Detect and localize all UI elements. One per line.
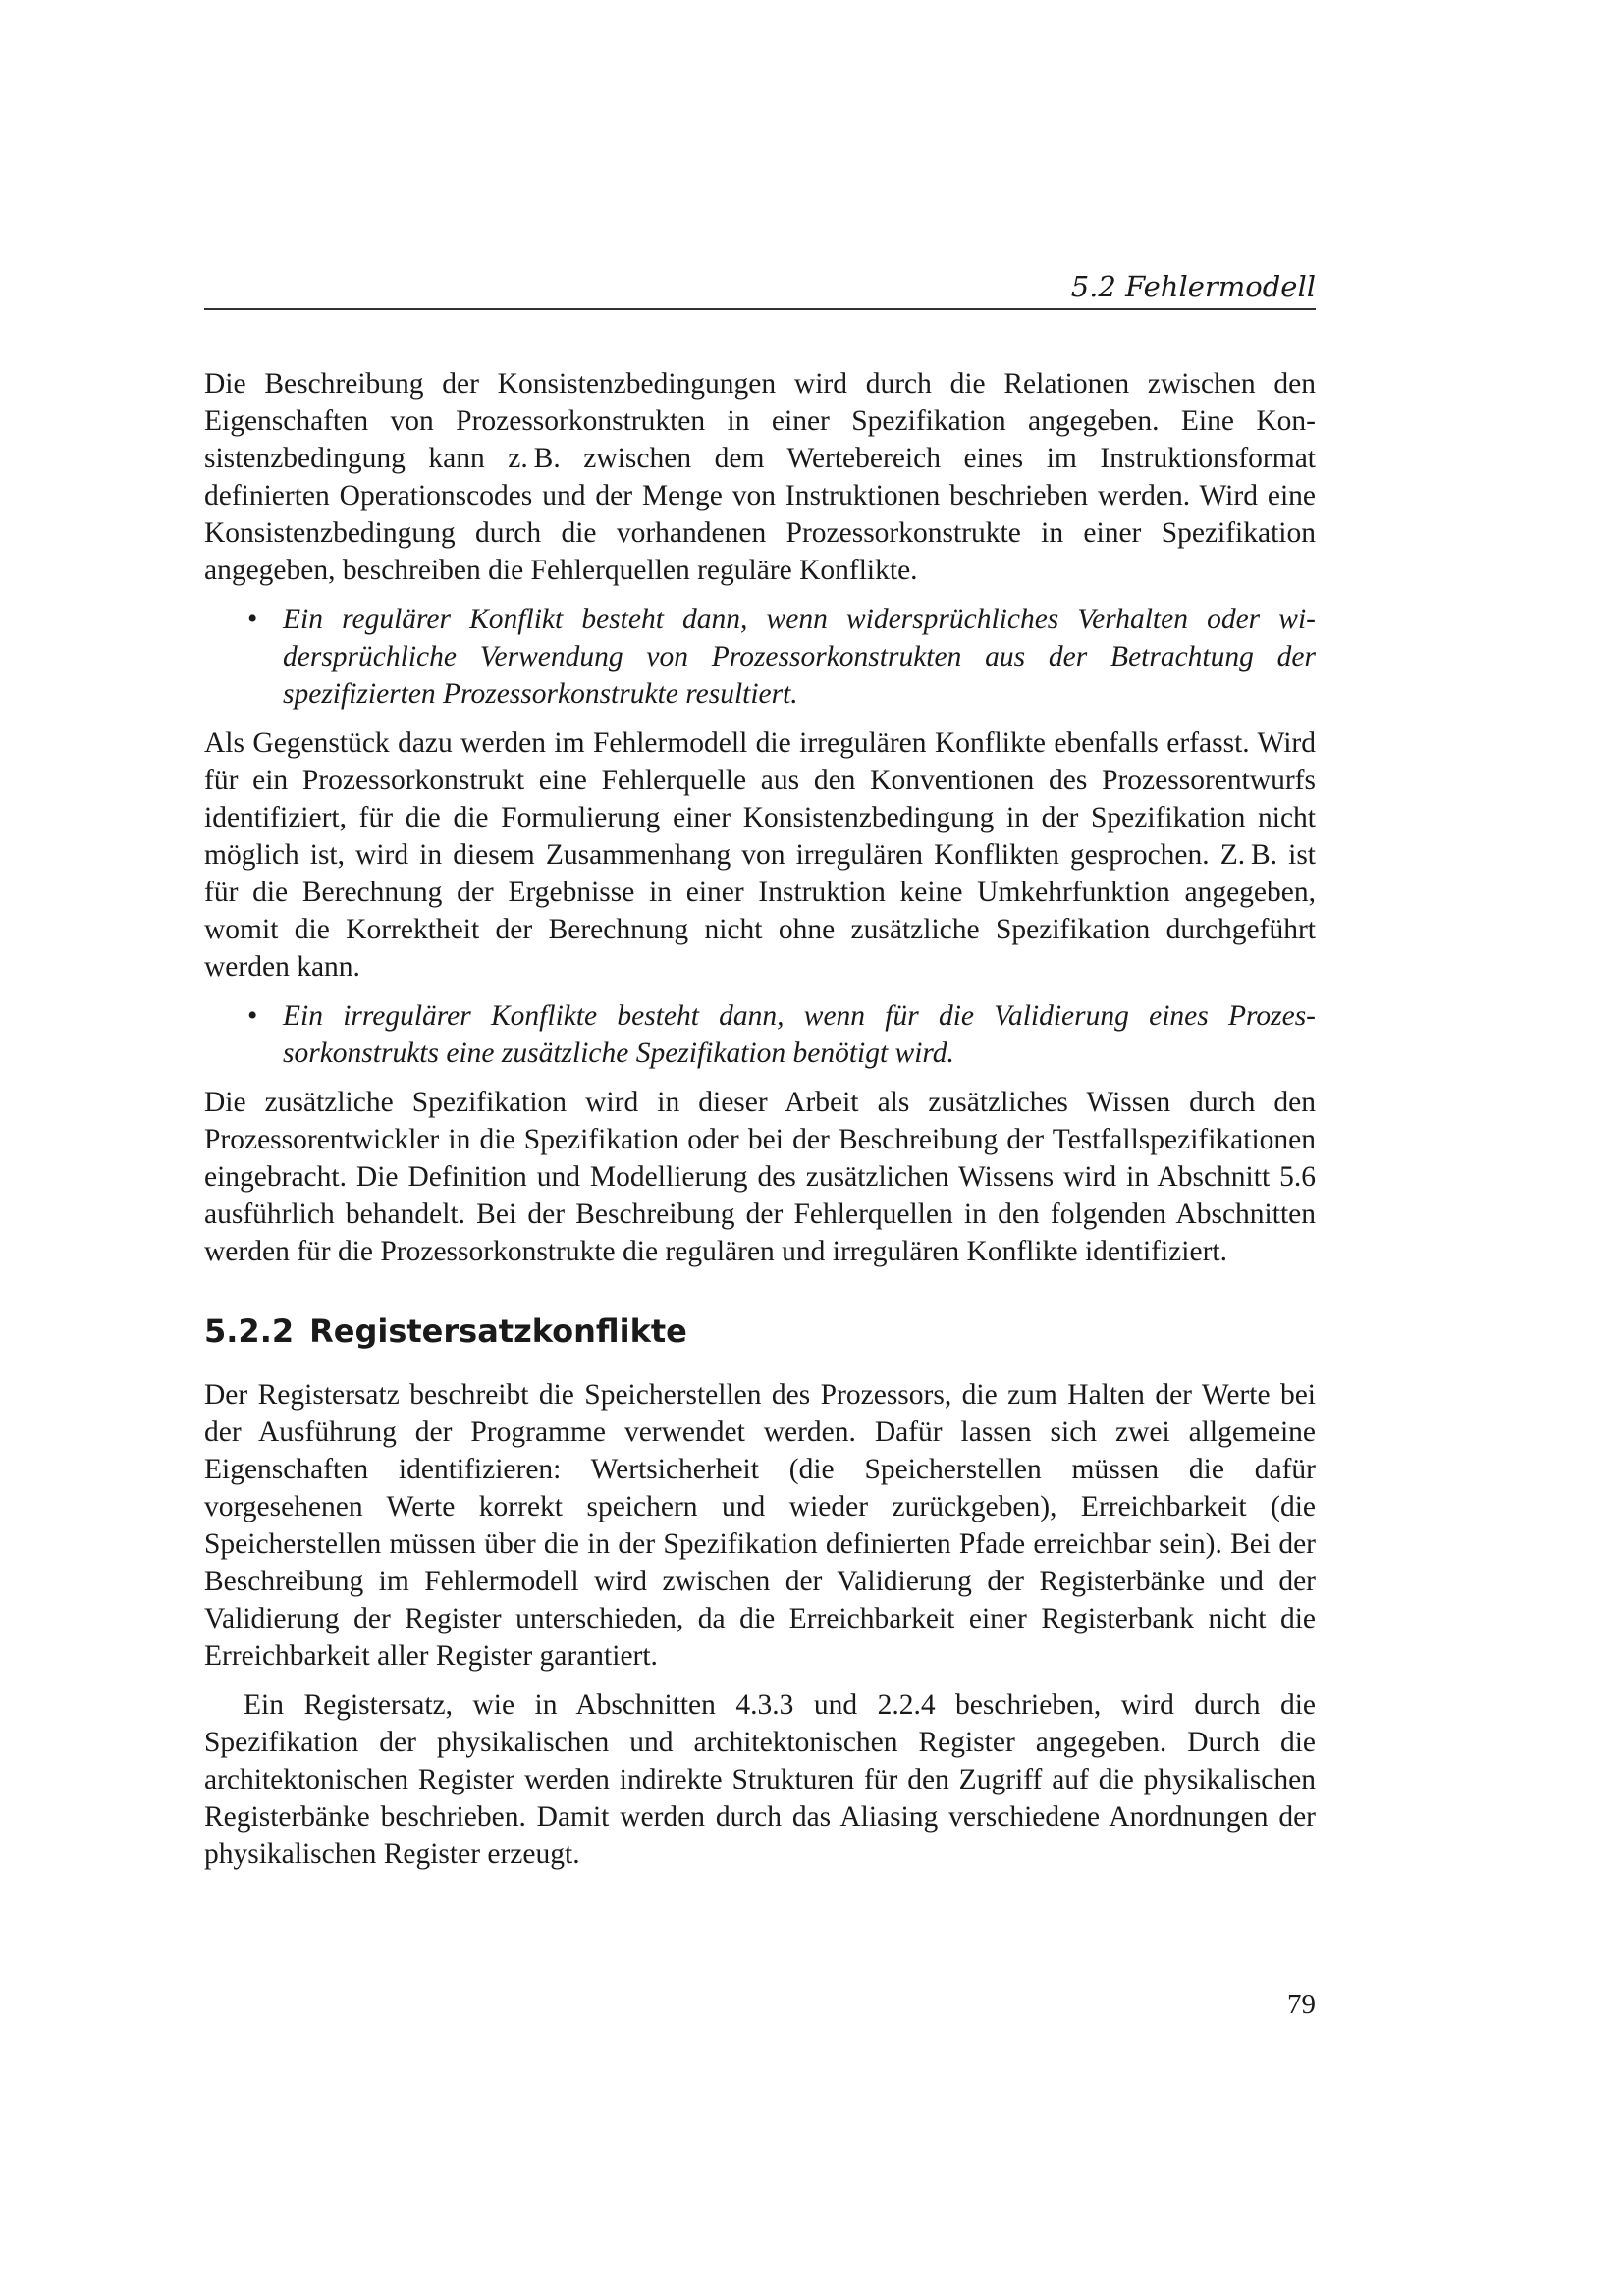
header-rule <box>204 308 1316 310</box>
paragraph-irregular-conflicts: Als Gegenstück dazu werden im Fehlermodell die irregulären Konflikte ebenfalls erfasst. Wird für ein Prozessorkonstrukt eine Fehlerquelle aus den Konventionen des Prozessorentwurfs identifiziert, für die die Formulierung einer Konsistenzbedingung in der Spezifikation nicht möglich ist, wird in diesem Zusammenhang von irregulären Konflikten gesprochen. Z. B. ist für die Berechnung der Ergebnisse in einer Instruktion keine Umkehrfunktion angegeben, womit die Korrektheit der Berechnung nicht ohne zusätzliche Spezifikation durchgeführt werden kann. <box>204 727 1316 983</box>
paragraph-register-set: Der Registersatz beschreibt die Speicherstellen des Prozessors, die zum Halten der Werte bei der Ausführung der Programme verwendet werden. Dafür lassen sich zwei allgemeine Eigenschaften identifizieren: Wertsicherheit (die Speicherstellen müssen die dafür vorgesehenen Werte korrekt speichern und wieder zurückgeben), Erreichbarkeit (die Speicherstellen müssen über die in der Spezifikation definierten Pfade erreichbar sein). Bei der Beschreibung im Fehlermodell wird zwischen der Validierung der Registerbänke und der Validierung der Register unterschieden, da die Erreichbarkeit einer Registerbank nicht die Erreichbarkeit aller Register garantiert. <box>204 1379 1316 1672</box>
bullet-icon: • <box>247 604 258 635</box>
paragraph-additional-specification: Die zusätzliche Spezifikation wird in dieser Arbeit als zusätzliches Wissen durch den Prozessorentwickler in die Spezifikation oder bei der Beschreibung der Testfallspezifikationen eingebracht. Die Definition und Modellierung des zusätzlichen Wissens wird in Abschnitt 5.6 ausführlich behandelt. Bei der Beschreibung der Fehlerquellen in den folgenden Abschnitten werden für die Prozessorkonstrukte die regulären und irregulären Konflikte identifiziert. <box>204 1087 1316 1267</box>
page-number: 79 <box>1287 1989 1316 2020</box>
paragraph-consistency-conditions: Die Beschreibung der Konsistenzbedingungen wird durch die Relationen zwischen den Eigenschaften von Prozessorkonstrukten in einer Spezifikation angegeben. Eine Konsistenzbedingung kann z. B. zwischen dem Wertebereich eines im Instruktionsformat definierten Operationscodes und der Menge von Instruktionen beschrieben werden. Wird eine Konsistenzbedingung durch die vorhandenen Prozessorkonstrukte in einer Spezifikation angegeben, beschreiben die Fehlerquellen reguläre Konflikte. <box>204 368 1316 586</box>
bullet-item-regular-conflict <box>247 601 1316 713</box>
body-text <box>204 365 1316 1885</box>
section-number: 5.2.2 <box>204 1312 295 1350</box>
bullet-list-regular-conflict <box>204 601 1316 713</box>
bullet-icon: • <box>247 1000 258 1032</box>
paragraph-register-aliasing: Ein Registersatz, wie in Abschnitten 4.3.3 und 2.2.4 beschrieben, wird durch die Spezifikation der physikalischen und architektonischen Register angegeben. Durch die architektonischen Register werden indirekte Strukturen für den Zugriff auf die physikalischen Registerbänke beschrieben. Damit werden durch das Aliasing verschiedene Anordnungen der physikalischen Register erzeugt. <box>204 1689 1316 1870</box>
bullet-text-irregular-conflict: Ein irregulärer Konflikte besteht dann, wenn für die Validierung eines Prozessorkonstrukts eine zusätzliche Spezifikation benötigt wird. <box>283 1000 1316 1069</box>
bullet-list-irregular-conflict <box>204 997 1316 1072</box>
bullet-item-irregular-conflict <box>247 997 1316 1072</box>
section-title: Registersatzkonflikte <box>309 1312 687 1350</box>
bullet-text-regular-conflict: Ein regulärer Konflikt besteht dann, wenn widersprüchliches Verhalten oder widersprüchliche Verwendung von Prozessorkonstrukten aus der Betrachtung der spezifizierten Prozessorkonstrukte resultiert. <box>283 604 1316 710</box>
section-heading <box>204 1309 1316 1353</box>
running-head: 5.2 Fehlermodell <box>1070 270 1316 303</box>
